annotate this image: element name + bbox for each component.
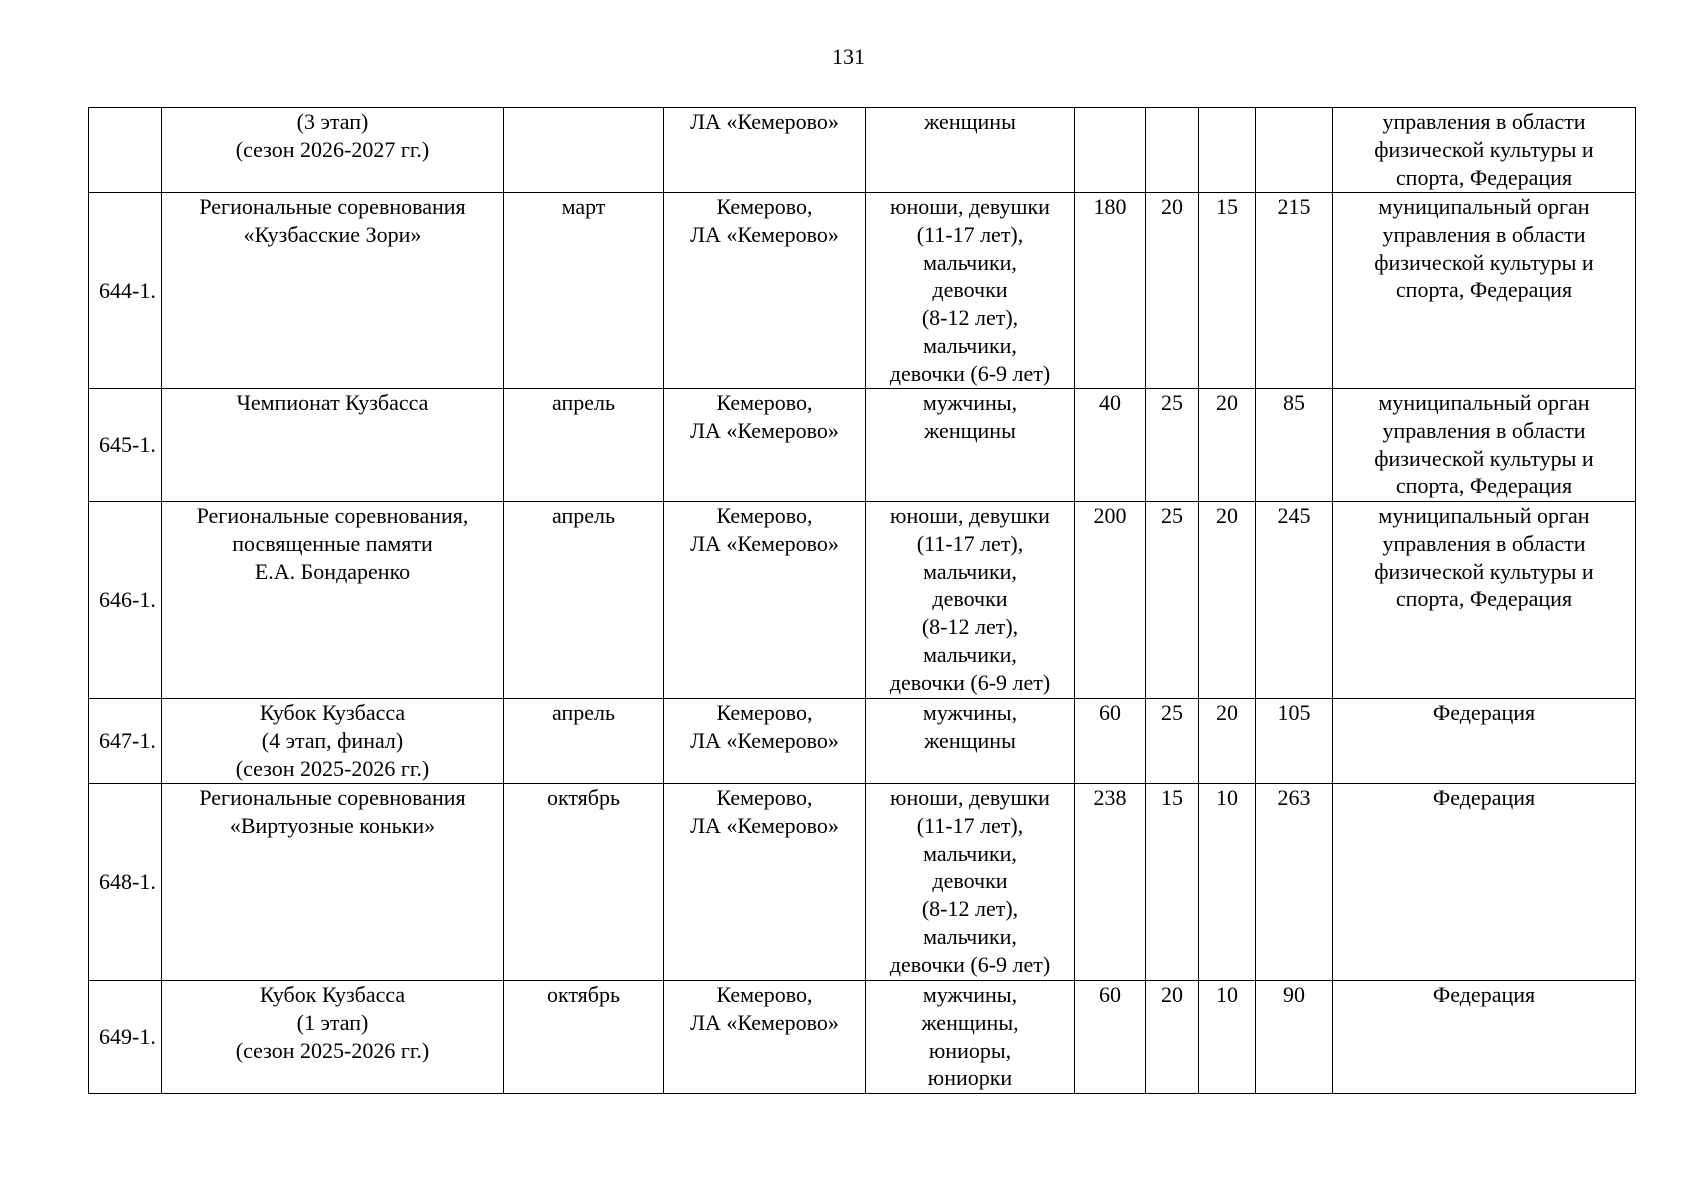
participants-group-cell: мужчины, женщины — [866, 699, 1075, 784]
total-count-cell: 85 — [1256, 389, 1333, 502]
table-row — [89, 784, 1636, 981]
event-date-cell: октябрь — [504, 981, 664, 1094]
total-count-cell — [1256, 108, 1333, 193]
row-number-cell: 645-1. — [89, 389, 162, 502]
participants-count-cell: 238 — [1075, 784, 1146, 981]
event-place-cell: Кемерово, ЛА «Кемерово» — [664, 784, 866, 981]
event-date-cell: апрель — [504, 502, 664, 699]
total-count-cell: 215 — [1256, 193, 1333, 389]
judges-count-cell: 10 — [1199, 981, 1256, 1094]
event-place-cell: Кемерово, ЛА «Кемерово» — [664, 389, 866, 502]
organizer-cell: Федерация — [1333, 699, 1636, 784]
participants-group-cell: юноши, девушки (11-17 лет), мальчики, девочки (8-12 лет), мальчики, девочки (6-9 лет) — [866, 193, 1075, 389]
participants-count-cell: 180 — [1075, 193, 1146, 389]
participants-count-cell: 60 — [1075, 981, 1146, 1094]
event-place-cell: Кемерово, ЛА «Кемерово» — [664, 699, 866, 784]
participants-group-cell: мужчины, женщины — [866, 389, 1075, 502]
event-name-cell: Региональные соревнования «Виртуозные коньки» — [162, 784, 504, 981]
total-count-cell: 245 — [1256, 502, 1333, 699]
event-name-cell: (3 этап) (сезон 2026-2027 гг.) — [162, 108, 504, 193]
event-place-cell: ЛА «Кемерово» — [664, 108, 866, 193]
coaches-count-cell: 25 — [1146, 699, 1199, 784]
event-name-cell: Чемпионат Кузбасса — [162, 389, 504, 502]
coaches-count-cell: 15 — [1146, 784, 1199, 981]
organizer-cell: муниципальный орган управления в области физической культуры и спорта, Федерация — [1333, 502, 1636, 699]
organizer-cell: управления в области физической культуры и спорта, Федерация — [1333, 108, 1636, 193]
judges-count-cell: 15 — [1199, 193, 1256, 389]
row-number-cell — [89, 108, 162, 193]
participants-group-cell: женщины — [866, 108, 1075, 193]
coaches-count-cell: 25 — [1146, 502, 1199, 699]
table-row — [89, 981, 1636, 1094]
coaches-count-cell: 20 — [1146, 981, 1199, 1094]
row-number-cell: 646-1. — [89, 502, 162, 699]
event-name-cell: Кубок Кузбасса (4 этап, финал) (сезон 2025-2026 гг.) — [162, 699, 504, 784]
event-place-cell: Кемерово, ЛА «Кемерово» — [664, 502, 866, 699]
judges-count-cell — [1199, 108, 1256, 193]
participants-count-cell: 40 — [1075, 389, 1146, 502]
event-name-cell: Региональные соревнования, посвященные памяти Е.А. Бондаренко — [162, 502, 504, 699]
table-row — [89, 193, 1636, 389]
participants-count-cell: 60 — [1075, 699, 1146, 784]
table-row — [89, 699, 1636, 784]
judges-count-cell: 20 — [1199, 502, 1256, 699]
row-number-cell: 644-1. — [89, 193, 162, 389]
judges-count-cell: 20 — [1199, 389, 1256, 502]
table-row — [89, 389, 1636, 502]
event-date-cell — [504, 108, 664, 193]
participants-group-cell: мужчины, женщины, юниоры, юниорки — [866, 981, 1075, 1094]
judges-count-cell: 10 — [1199, 784, 1256, 981]
event-date-cell: март — [504, 193, 664, 389]
total-count-cell: 263 — [1256, 784, 1333, 981]
participants-count-cell: 200 — [1075, 502, 1146, 699]
participants-group-cell: юноши, девушки (11-17 лет), мальчики, девочки (8-12 лет), мальчики, девочки (6-9 лет) — [866, 784, 1075, 981]
total-count-cell: 90 — [1256, 981, 1333, 1094]
event-place-cell: Кемерово, ЛА «Кемерово» — [664, 981, 866, 1094]
table-row — [89, 108, 1636, 193]
total-count-cell: 105 — [1256, 699, 1333, 784]
row-number-cell: 649-1. — [89, 981, 162, 1094]
competition-schedule-table — [88, 107, 1636, 1094]
event-date-cell: апрель — [504, 699, 664, 784]
organizer-cell: Федерация — [1333, 981, 1636, 1094]
row-number-cell: 648-1. — [89, 784, 162, 981]
event-name-cell: Региональные соревнования «Кузбасские Зори» — [162, 193, 504, 389]
coaches-count-cell: 25 — [1146, 389, 1199, 502]
row-number-cell: 647-1. — [89, 699, 162, 784]
coaches-count-cell — [1146, 108, 1199, 193]
event-date-cell: октябрь — [504, 784, 664, 981]
table-body — [89, 108, 1636, 1094]
participants-group-cell: юноши, девушки (11-17 лет), мальчики, девочки (8-12 лет), мальчики, девочки (6-9 лет) — [866, 502, 1075, 699]
event-place-cell: Кемерово, ЛА «Кемерово» — [664, 193, 866, 389]
event-name-cell: Кубок Кузбасса (1 этап) (сезон 2025-2026 гг.) — [162, 981, 504, 1094]
organizer-cell: Федерация — [1333, 784, 1636, 981]
event-date-cell: апрель — [504, 389, 664, 502]
participants-count-cell — [1075, 108, 1146, 193]
judges-count-cell: 20 — [1199, 699, 1256, 784]
page-number: 131 — [832, 44, 865, 69]
table-row — [89, 502, 1636, 699]
organizer-cell: муниципальный орган управления в области физической культуры и спорта, Федерация — [1333, 389, 1636, 502]
coaches-count-cell: 20 — [1146, 193, 1199, 389]
organizer-cell: муниципальный орган управления в области физической культуры и спорта, Федерация — [1333, 193, 1636, 389]
